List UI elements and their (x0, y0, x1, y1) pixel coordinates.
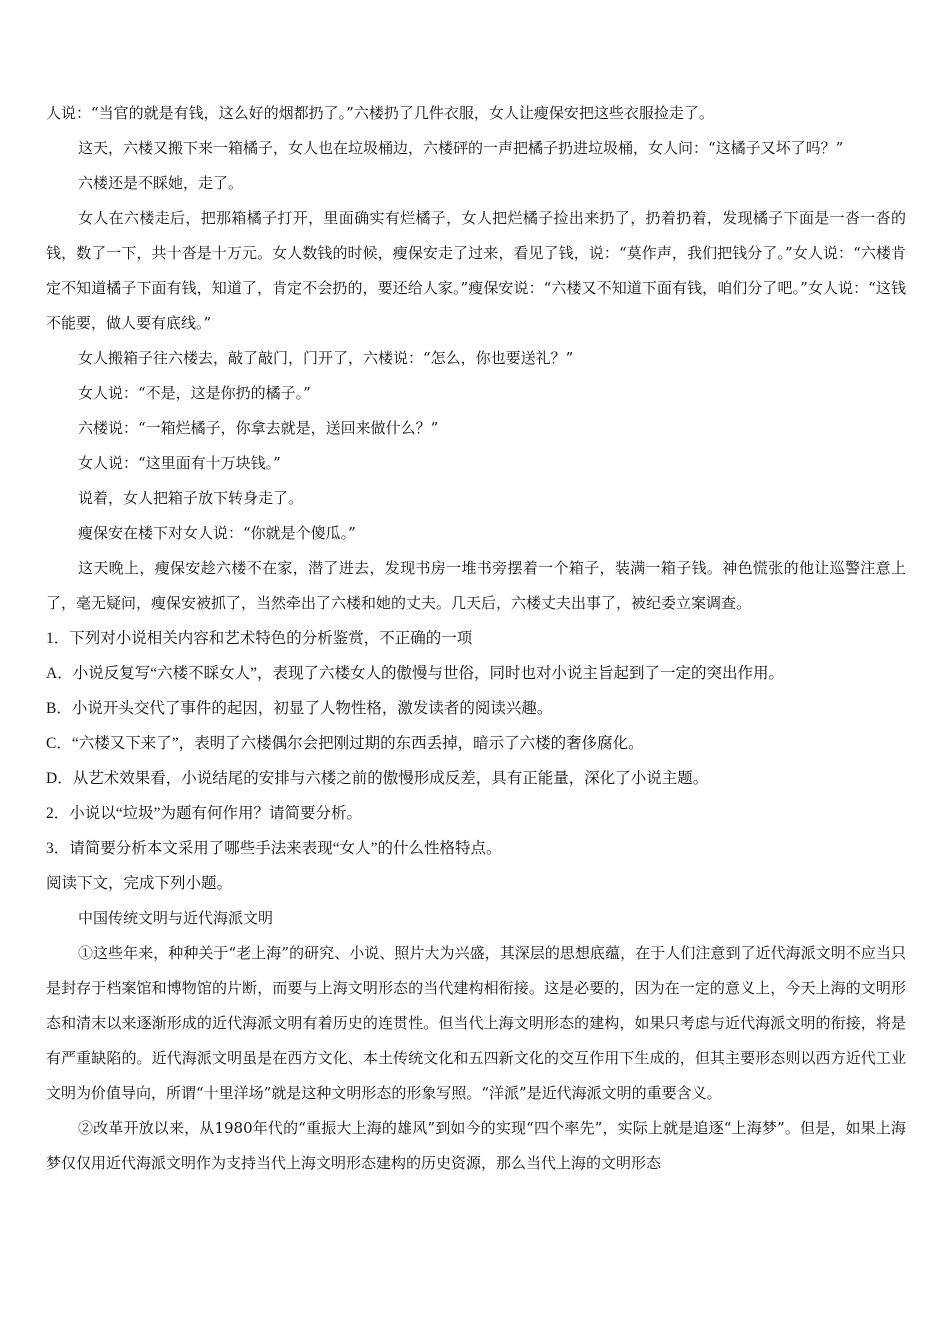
story-paragraph-11: 这天晚上，瘦保安趁六楼不在家，潜了进去，发现书房一堆书旁摆着一个箱子，装满一箱子钱。神色慌张的他让巡警注意上了，毫无疑问，瘦保安被抓了，当然牵出了六楼和她的丈夫。几天后，六楼丈夫出事了，被纪委立案调查。 (46, 559, 906, 612)
story-paragraph-9: 说着，女人把箱子放下转身走了。 (78, 489, 304, 507)
story-paragraph-1: 人说：“当官的就是有钱，这么好的烟都扔了。”六楼扔了几件衣服，女人让瘦保安把这些衣服捡走了。 (46, 104, 714, 122)
reading-instruction: 阅读下文，完成下列小题。 (46, 875, 233, 892)
article-title: 中国传统文明与近代海派文明 (78, 909, 274, 927)
story-paragraph-4: 女人在六楼走后，把那箱橘子打开，里面确实有烂橘子，女人把烂橘子捡出来扔了，扔着扔着，发现橘子下面是一沓一沓的钱，数了一下，共十沓是十万元。女人数钱的时候，瘦保安走了过来，看见了钱，说：“莫作声，我们把钱分了。”女人说：“六楼肯定不知道橘子下面有钱，知道了，肯定不会扔的，要还给人家。”瘦保安说：“六楼又不知道下面有钱，咱们分了吧。”女人说：“这钱不能要，做人要有底线。” (46, 209, 906, 332)
document-page (46, 96, 906, 1181)
story-paragraph-2: 这天，六楼又搬下来一箱橘子，女人也在垃圾桶边，六楼砰的一声把橘子扔进垃圾桶，女人问：“这橘子又坏了吗？” (78, 139, 844, 157)
story-paragraph-3: 六楼还是不睬她，走了。 (78, 174, 244, 192)
question-1-option-b: B．小说开头交代了事件的起因，初显了人物性格，激发读者的阅读兴趣。 (46, 700, 553, 717)
question-1-stem: 1．下列对小说相关内容和艺术特色的分析鉴赏，不正确的一项 (46, 630, 473, 647)
story-paragraph-7: 六楼说：“一箱烂橘子，你拿去就是，送回来做什么？” (78, 419, 439, 437)
question-1-option-d: D．从艺术效果看，小说结尾的安排与六楼之前的傲慢形成反差，具有正能量，深化了小说主题。 (46, 770, 709, 787)
story-paragraph-5: 女人搬箱子往六楼去，敲了敲门，门开了，六楼说：“怎么，你也要送礼？” (78, 349, 574, 367)
article-paragraph-2: ②改革开放以来，从1980年代的“重振大上海的雄风”到如今的实现“四个率先”，实际上就是追逐“上海梦”。但是，如果上海梦仅仅用近代海派文明作为支持当代上海文明形态建构的历史资源，那么当代上海的文明形态 (46, 1119, 906, 1172)
question-2: 2．小说以“垃圾”为题有何作用？请简要分析。 (46, 805, 363, 822)
question-1-option-a: A．小说反复写“六楼不睬女人”，表现了六楼女人的傲慢与世俗，同时也对小说主旨起到了一定的突出作用。 (46, 665, 784, 682)
story-paragraph-10: 瘦保安在楼下对女人说：“你就是个傻瓜。” (78, 524, 356, 542)
story-paragraph-6: 女人说：“不是，这是你扔的橘子。” (78, 384, 311, 402)
question-1-option-c: C．“六楼又下来了”，表明了六楼偶尔会把刚过期的东西丢掉，暗示了六楼的奢侈腐化。 (46, 735, 644, 752)
question-3: 3．请简要分析本文采用了哪些手法来表现“女人”的什么性格特点。 (46, 840, 502, 857)
article-paragraph-1: ①这些年来，种种关于“老上海”的研究、小说、照片大为兴盛，其深层的思想底蕴，在于人们注意到了近代海派文明不应当只是封存于档案馆和博物馆的片断，而要与上海文明形态的当代建构相衔接。这是必要的，因为在一定的意义上，今天上海的文明形态和清末以来逐渐形成的近代海派文明有着历史的连贯性。但当代上海文明形态的建构，如果只考虑与近代海派文明的衔接，将是有严重缺陷的。近代海派文明虽是在西方文化、本土传统文化和五四新文化的交互作用下生成的，但其主要形态则以西方近代工业文明为价值导向，所谓“十里洋场”就是这种文明形态的形象写照。“洋派”是近代海派文明的重要含义。 (46, 944, 906, 1102)
story-paragraph-8: 女人说：“这里面有十万块钱。” (78, 454, 281, 472)
